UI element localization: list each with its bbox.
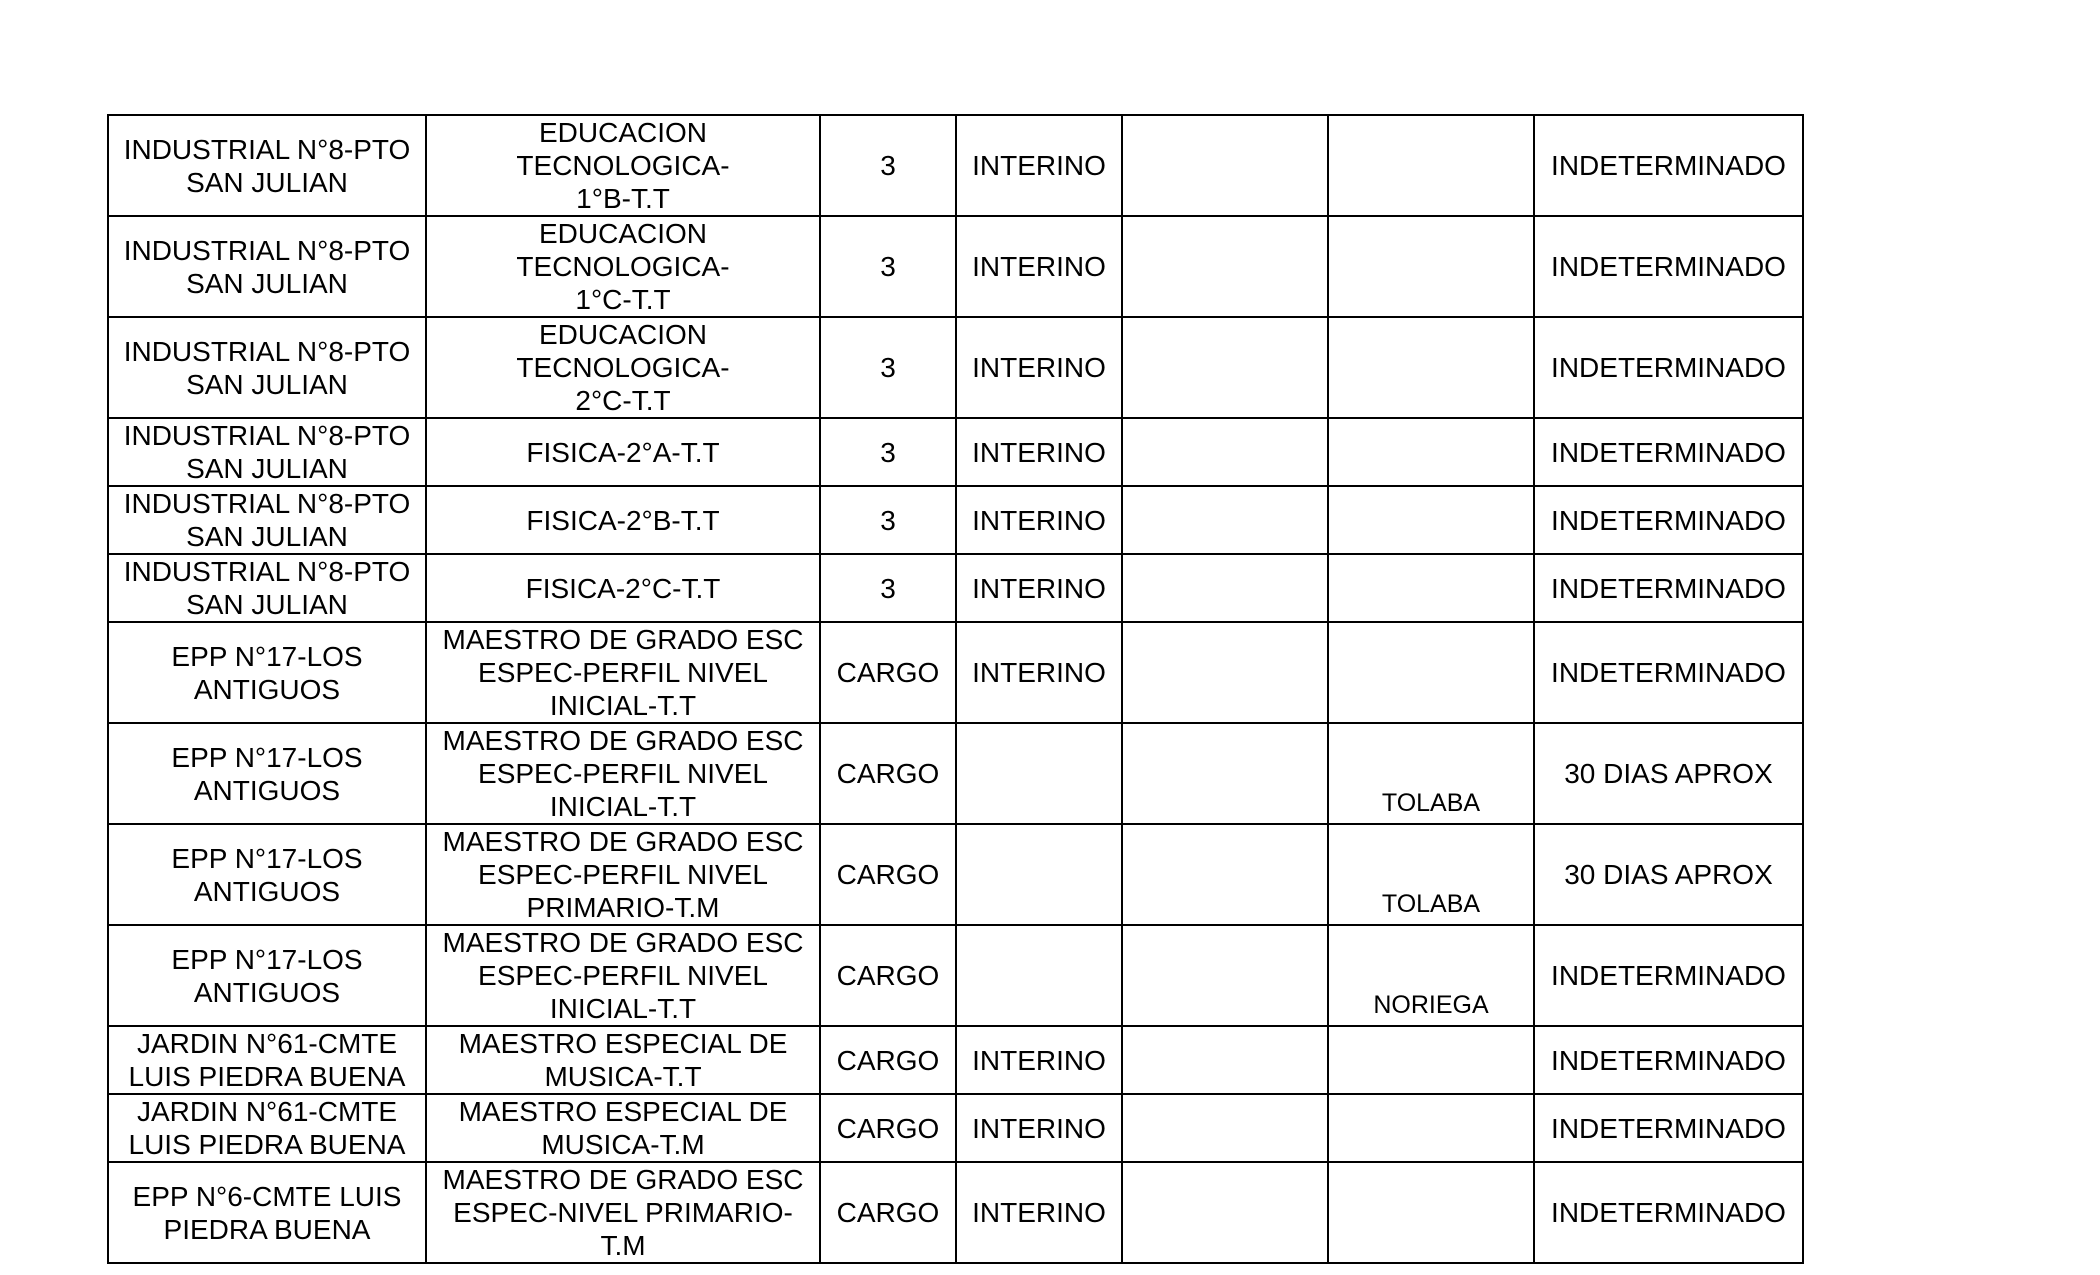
duration-cell: INDETERMINADO xyxy=(1534,115,1803,216)
name-cell xyxy=(1328,1094,1534,1162)
status-cell: INTERINO xyxy=(956,1094,1122,1162)
blank-cell-a xyxy=(1122,824,1328,925)
duration-cell: INDETERMINADO xyxy=(1534,418,1803,486)
subject-cell: MAESTRO ESPECIAL DE MUSICA-T.M xyxy=(426,1094,820,1162)
table-row xyxy=(108,1026,1803,1094)
blank-cell-a xyxy=(1122,1026,1328,1094)
hours-cell: 3 xyxy=(820,486,956,554)
subject-cell: FISICA-2°B-T.T xyxy=(426,486,820,554)
subject-cell: MAESTRO DE GRADO ESC ESPEC-PERFIL NIVEL INICIAL-T.T xyxy=(426,622,820,723)
table-row xyxy=(108,723,1803,824)
table-row xyxy=(108,216,1803,317)
table-row xyxy=(108,115,1803,216)
subject-cell: EDUCACION TECNOLOGICA- 1°B-T.T xyxy=(426,115,820,216)
subject-cell: MAESTRO DE GRADO ESC ESPEC-NIVEL PRIMARIO-T.M xyxy=(426,1162,820,1263)
blank-cell-a xyxy=(1122,723,1328,824)
subject-cell: MAESTRO ESPECIAL DE MUSICA-T.T xyxy=(426,1026,820,1094)
school-cell: EPP N°6-CMTE LUIS PIEDRA BUENA xyxy=(108,1162,426,1263)
hours-cell: CARGO xyxy=(820,723,956,824)
name-cell xyxy=(1328,622,1534,723)
duration-cell: 30 DIAS APROX xyxy=(1534,824,1803,925)
duration-cell: INDETERMINADO xyxy=(1534,1094,1803,1162)
name-cell xyxy=(1328,1162,1534,1263)
duration-cell: INDETERMINADO xyxy=(1534,622,1803,723)
duration-cell: INDETERMINADO xyxy=(1534,216,1803,317)
hours-cell: 3 xyxy=(820,115,956,216)
school-cell: JARDIN N°61-CMTE LUIS PIEDRA BUENA xyxy=(108,1094,426,1162)
table-row xyxy=(108,824,1803,925)
name-cell: NORIEGA xyxy=(1328,925,1534,1026)
name-cell xyxy=(1328,418,1534,486)
hours-cell: CARGO xyxy=(820,1162,956,1263)
status-cell: INTERINO xyxy=(956,216,1122,317)
table-row xyxy=(108,1162,1803,1263)
name-cell xyxy=(1328,115,1534,216)
hours-cell: 3 xyxy=(820,554,956,622)
hours-cell: 3 xyxy=(820,317,956,418)
table-row xyxy=(108,317,1803,418)
name-cell xyxy=(1328,554,1534,622)
subject-cell: EDUCACION TECNOLOGICA- 2°C-T.T xyxy=(426,317,820,418)
table-row xyxy=(108,554,1803,622)
name-cell xyxy=(1328,1026,1534,1094)
hours-cell: CARGO xyxy=(820,1094,956,1162)
status-cell xyxy=(956,824,1122,925)
school-cell: INDUSTRIAL N°8-PTO SAN JULIAN xyxy=(108,486,426,554)
table-row xyxy=(108,622,1803,723)
status-cell: INTERINO xyxy=(956,418,1122,486)
status-cell: INTERINO xyxy=(956,317,1122,418)
name-cell: TOLABA xyxy=(1328,723,1534,824)
school-cell: INDUSTRIAL N°8-PTO SAN JULIAN xyxy=(108,554,426,622)
name-cell xyxy=(1328,216,1534,317)
school-cell: INDUSTRIAL N°8-PTO SAN JULIAN xyxy=(108,317,426,418)
hours-cell: CARGO xyxy=(820,622,956,723)
blank-cell-a xyxy=(1122,418,1328,486)
status-cell: INTERINO xyxy=(956,1026,1122,1094)
school-cell: EPP N°17-LOS ANTIGUOS xyxy=(108,925,426,1026)
status-cell: INTERINO xyxy=(956,1162,1122,1263)
blank-cell-a xyxy=(1122,1094,1328,1162)
blank-cell-a xyxy=(1122,1162,1328,1263)
school-cell: JARDIN N°61-CMTE LUIS PIEDRA BUENA xyxy=(108,1026,426,1094)
hours-cell: CARGO xyxy=(820,1026,956,1094)
hours-cell: CARGO xyxy=(820,925,956,1026)
subject-cell: MAESTRO DE GRADO ESC ESPEC-PERFIL NIVEL INICIAL-T.T xyxy=(426,925,820,1026)
status-cell xyxy=(956,925,1122,1026)
hours-cell: 3 xyxy=(820,216,956,317)
hours-cell: CARGO xyxy=(820,824,956,925)
vacancy-table xyxy=(107,114,1804,1264)
duration-cell: INDETERMINADO xyxy=(1534,554,1803,622)
status-cell: INTERINO xyxy=(956,115,1122,216)
blank-cell-a xyxy=(1122,925,1328,1026)
table-row xyxy=(108,925,1803,1026)
status-cell: INTERINO xyxy=(956,554,1122,622)
blank-cell-a xyxy=(1122,115,1328,216)
name-cell: TOLABA xyxy=(1328,824,1534,925)
table-row xyxy=(108,418,1803,486)
status-cell: INTERINO xyxy=(956,622,1122,723)
school-cell: EPP N°17-LOS ANTIGUOS xyxy=(108,622,426,723)
school-cell: INDUSTRIAL N°8-PTO SAN JULIAN xyxy=(108,115,426,216)
name-cell xyxy=(1328,486,1534,554)
duration-cell: INDETERMINADO xyxy=(1534,925,1803,1026)
table-row xyxy=(108,1094,1803,1162)
school-cell: EPP N°17-LOS ANTIGUOS xyxy=(108,824,426,925)
duration-cell: INDETERMINADO xyxy=(1534,317,1803,418)
duration-cell: INDETERMINADO xyxy=(1534,1026,1803,1094)
hours-cell: 3 xyxy=(820,418,956,486)
school-cell: INDUSTRIAL N°8-PTO SAN JULIAN xyxy=(108,216,426,317)
blank-cell-a xyxy=(1122,554,1328,622)
subject-cell: MAESTRO DE GRADO ESC ESPEC-PERFIL NIVEL INICIAL-T.T xyxy=(426,723,820,824)
subject-cell: FISICA-2°A-T.T xyxy=(426,418,820,486)
table-body xyxy=(108,115,1803,1263)
table-row xyxy=(108,486,1803,554)
duration-cell: 30 DIAS APROX xyxy=(1534,723,1803,824)
blank-cell-a xyxy=(1122,486,1328,554)
status-cell: INTERINO xyxy=(956,486,1122,554)
status-cell xyxy=(956,723,1122,824)
subject-cell: FISICA-2°C-T.T xyxy=(426,554,820,622)
subject-cell: MAESTRO DE GRADO ESC ESPEC-PERFIL NIVEL PRIMARIO-T.M xyxy=(426,824,820,925)
subject-cell: EDUCACION TECNOLOGICA- 1°C-T.T xyxy=(426,216,820,317)
blank-cell-a xyxy=(1122,317,1328,418)
blank-cell-a xyxy=(1122,622,1328,723)
school-cell: EPP N°17-LOS ANTIGUOS xyxy=(108,723,426,824)
school-cell: INDUSTRIAL N°8-PTO SAN JULIAN xyxy=(108,418,426,486)
duration-cell: INDETERMINADO xyxy=(1534,1162,1803,1263)
blank-cell-a xyxy=(1122,216,1328,317)
duration-cell: INDETERMINADO xyxy=(1534,486,1803,554)
name-cell xyxy=(1328,317,1534,418)
